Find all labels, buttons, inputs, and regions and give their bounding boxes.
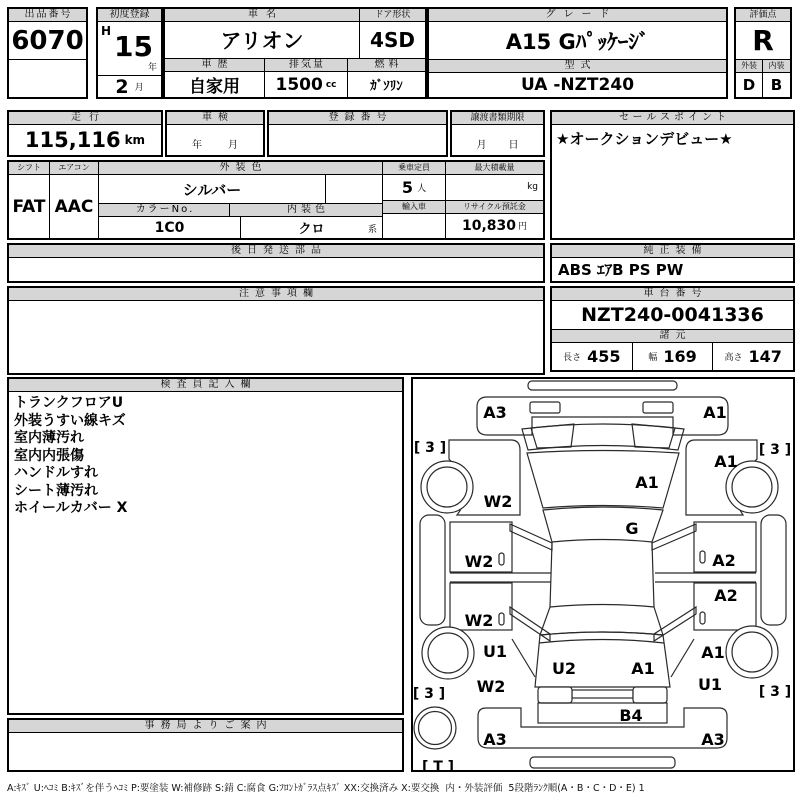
rating-overall-value: R bbox=[752, 24, 774, 57]
chassis-header: 車台番号 bbox=[552, 288, 793, 301]
load-recycle-block bbox=[446, 162, 543, 238]
mileage-unit: km bbox=[124, 133, 146, 147]
door-value: 4SD bbox=[370, 28, 415, 52]
history-cell bbox=[165, 59, 265, 97]
damage-label-hood: A1 bbox=[635, 473, 659, 492]
shift-header: シフト bbox=[9, 162, 49, 175]
exterior-rating-value: D bbox=[742, 76, 756, 94]
shift-cell bbox=[9, 162, 50, 238]
shaken-box bbox=[165, 110, 265, 157]
width-label: 幅 bbox=[648, 352, 658, 363]
equipment-box bbox=[7, 160, 545, 240]
damage-label-trunk-left: U2 bbox=[551, 659, 577, 678]
chassis-value: NZT240-0041336 bbox=[552, 301, 793, 330]
exterior-color-header: 外装色 bbox=[99, 162, 382, 175]
grade-box bbox=[427, 7, 728, 99]
displacement-header: 排気量 bbox=[265, 59, 347, 72]
damage-label-rear-bumper-left: A3 bbox=[483, 730, 507, 749]
damage-label-right-fender: A1 bbox=[714, 452, 738, 471]
registration-number-box bbox=[267, 110, 448, 157]
import-header: 輸入車 bbox=[383, 201, 445, 214]
car-name-cell bbox=[165, 9, 360, 58]
tread-label-front-right: [ 3 ] bbox=[758, 442, 792, 458]
windshield-shape bbox=[543, 507, 663, 542]
length-value: 455 bbox=[587, 346, 621, 366]
color-no-value: 1C0 bbox=[99, 217, 241, 238]
exterior-color-value: シルバー bbox=[99, 175, 326, 203]
sales-point-box bbox=[550, 110, 795, 240]
left-sill-shape bbox=[420, 515, 445, 625]
rear-left-wheel bbox=[422, 627, 474, 679]
exterior-rating-cell bbox=[736, 60, 763, 97]
deadline-month-unit: 月 bbox=[476, 140, 487, 151]
first-registration-box bbox=[96, 7, 163, 99]
specs-header: 諸元 bbox=[552, 330, 793, 343]
right-a-pillar-shape bbox=[652, 524, 696, 550]
tread-label-rear-left: [ 3 ] bbox=[413, 686, 446, 702]
spare-tire-label: [ T ] bbox=[421, 759, 455, 770]
front-bumper-shape bbox=[477, 397, 728, 435]
displacement-value: 1500 bbox=[275, 74, 323, 95]
aircon-value: AAC bbox=[54, 196, 94, 217]
left-headlight-shape bbox=[531, 424, 574, 448]
right-sill-shape bbox=[761, 515, 786, 625]
damage-label-left-front-door: W2 bbox=[464, 552, 494, 571]
notes-header: 注意事項欄 bbox=[9, 288, 543, 301]
spare-tire-shape bbox=[414, 707, 456, 749]
vehicle-box bbox=[163, 7, 427, 99]
door-cell bbox=[360, 9, 425, 58]
fuel-cell bbox=[348, 59, 425, 97]
width-cell bbox=[633, 343, 714, 371]
shaken-year-unit: 年 bbox=[192, 140, 202, 151]
grade-value: A15 Gﾊﾟｯｹｰｼﾞ bbox=[505, 29, 650, 54]
import-value bbox=[383, 214, 445, 239]
later-parts-box bbox=[7, 243, 545, 283]
office-info-value bbox=[9, 733, 402, 770]
left-taillight-shape bbox=[538, 687, 572, 703]
inspector-notes-box bbox=[7, 377, 404, 715]
displacement-cell bbox=[265, 59, 348, 97]
recycle-value: 10,830 bbox=[461, 217, 516, 234]
length-label: 長さ bbox=[563, 352, 582, 363]
sales-point-value: ★オークションデビュー★ bbox=[556, 130, 733, 148]
right-headlight-shape bbox=[632, 424, 675, 448]
left-front-door-handle bbox=[499, 553, 504, 565]
left-a-pillar-shape bbox=[510, 524, 552, 550]
inspector-note-line: トランクフロアU bbox=[14, 395, 124, 411]
year-suffix: 年 bbox=[147, 63, 157, 73]
lot-number-header: 出品番号 bbox=[9, 9, 86, 22]
rear-panel-bar bbox=[572, 690, 633, 698]
lot-number-box bbox=[7, 7, 88, 99]
damage-label-right-rear-door: A2 bbox=[714, 586, 738, 605]
height-value: 147 bbox=[748, 346, 782, 366]
inspector-note-line: 外装うすい線キズ bbox=[14, 412, 126, 429]
damage-label-left-quarter: U1 bbox=[482, 642, 508, 661]
inspector-note-line: ハンドルすれ bbox=[14, 465, 98, 481]
sales-point-header: セールスポイント bbox=[552, 112, 793, 125]
shift-value: FAT bbox=[12, 196, 46, 217]
office-info-box bbox=[7, 718, 404, 772]
rear-plate-shape bbox=[530, 757, 675, 768]
capacity-value: 5 bbox=[401, 177, 414, 197]
length-cell bbox=[552, 343, 633, 371]
oem-equipment-header: 純正装備 bbox=[552, 245, 793, 258]
exterior-color-empty-cell bbox=[326, 175, 382, 203]
capacity-unit: 人 bbox=[417, 183, 427, 194]
trunk-crease-line bbox=[539, 640, 664, 644]
damage-label-right-front-door: A2 bbox=[712, 551, 736, 570]
later-parts-header: 後日発送部品 bbox=[9, 245, 543, 258]
damage-label-trunk-right: A1 bbox=[631, 659, 655, 678]
max-load-value bbox=[446, 175, 543, 201]
right-taillight-shape bbox=[633, 687, 667, 703]
damage-label-right-quarter: A1 bbox=[701, 643, 725, 662]
rear-bumper-shape bbox=[478, 708, 727, 748]
damage-diagram-box bbox=[411, 377, 795, 772]
rear-right-wheel bbox=[726, 626, 778, 678]
damage-label-rear-bumper-right: A3 bbox=[701, 730, 725, 749]
history-header: 車歴 bbox=[165, 59, 264, 72]
shaken-month-unit: 月 bbox=[228, 140, 238, 151]
transfer-deadline-box bbox=[450, 110, 545, 157]
car-foldout-diagram bbox=[413, 379, 793, 770]
front-mask-shape bbox=[522, 424, 684, 450]
interior-color-value: クロ 系 bbox=[298, 222, 377, 237]
inspector-note-line: シート薄汚れ bbox=[14, 482, 98, 499]
rear-panel-shape bbox=[538, 703, 667, 723]
model-header: 型式 bbox=[429, 60, 726, 73]
tread-label-front-left: [ 3 ] bbox=[413, 440, 447, 456]
max-load-header: 最大積載量 bbox=[446, 162, 543, 175]
displacement-unit: cc bbox=[325, 79, 337, 90]
capacity-header: 乗車定員 bbox=[383, 162, 445, 175]
fuel-header: 燃料 bbox=[348, 59, 425, 72]
front-plate-shape bbox=[528, 381, 677, 390]
deadline-day-unit: 日 bbox=[508, 140, 519, 151]
inspector-notes-body bbox=[9, 392, 402, 713]
recycle-header: リサイクル預託金 bbox=[446, 201, 543, 214]
rating-box bbox=[734, 7, 792, 99]
fuel-value: ｶﾞｿﾘﾝ bbox=[370, 79, 403, 94]
exterior-rating-header: 外装 bbox=[736, 60, 762, 73]
interior-rating-header: 内装 bbox=[763, 60, 790, 73]
interior-rating-cell bbox=[763, 60, 790, 97]
damage-code-legend: A:ｷｽﾞ U:ﾍｺﾐ B:ｷｽﾞを伴うﾍｺﾐ P:要塗装 W:補修跡 S:錆 C:腐食 G:ﾌﾛﾝﾄｶﾞﾗｽ点ｷｽﾞ XX:交換済み X:要交換 内・外装評価 5段階ﾗﾝｸ順(A・B・C・D・E) 1 bbox=[7, 783, 645, 794]
right-c-pillar-shape bbox=[654, 607, 696, 641]
height-label: 高さ bbox=[724, 352, 743, 363]
rear-window-shape bbox=[540, 605, 663, 636]
capacity-import-block bbox=[383, 162, 446, 238]
lot-number-value: 6070 bbox=[9, 22, 86, 60]
mileage-header: 走行 bbox=[9, 112, 161, 125]
front-left-wheel bbox=[421, 461, 473, 513]
right-rear-door-handle bbox=[700, 612, 705, 624]
color-block bbox=[99, 162, 383, 238]
oem-equipment-box bbox=[550, 243, 795, 283]
office-info-header: 事務局よりご案内 bbox=[9, 720, 402, 733]
month-suffix: 月 bbox=[134, 83, 144, 93]
tread-label-rear-right: [ 3 ] bbox=[758, 684, 792, 700]
first-registration-month: 2 bbox=[115, 76, 129, 97]
interior-color-header: 内装色 bbox=[230, 204, 382, 217]
roof-shape bbox=[550, 543, 654, 607]
mileage-value: 115,116 bbox=[24, 128, 121, 152]
door-divider-lines bbox=[450, 573, 756, 582]
inspector-note-line: ホイールカバー X bbox=[14, 500, 128, 516]
era-letter: H bbox=[101, 24, 112, 38]
door-header: ドア形状 bbox=[360, 9, 425, 22]
mileage-box bbox=[7, 110, 163, 157]
interior-rating-value: B bbox=[770, 76, 783, 94]
notes-value bbox=[9, 301, 543, 373]
car-name-header: 車名 bbox=[165, 9, 359, 22]
interior-color-suffix: 系 bbox=[367, 225, 377, 235]
damage-label-left-rocker: W2 bbox=[476, 677, 506, 696]
first-registration-month-cell bbox=[98, 76, 161, 97]
rating-header: 評価点 bbox=[736, 9, 790, 22]
lot-number-empty-cell bbox=[9, 60, 86, 97]
damage-label-front-bumper-right: A1 bbox=[703, 403, 727, 422]
inspector-note-line: 室内薄汚れ bbox=[14, 430, 84, 446]
damage-label-windshield: G bbox=[625, 519, 639, 538]
height-cell bbox=[713, 343, 793, 371]
history-value: 自家用 bbox=[189, 77, 240, 97]
registration-number-header: 登録番号 bbox=[269, 112, 446, 125]
oem-equipment-value: ABS ｴｱB PS PW bbox=[558, 261, 684, 279]
registration-number-value bbox=[269, 125, 446, 155]
aircon-header: エアコン bbox=[50, 162, 98, 175]
chassis-box bbox=[550, 286, 795, 372]
max-load-unit: kg bbox=[527, 182, 538, 193]
inspector-notes-header: 検査員記入欄 bbox=[9, 379, 402, 392]
later-parts-value bbox=[9, 258, 543, 281]
damage-label-front-bumper-left: A3 bbox=[483, 403, 507, 422]
width-value: 169 bbox=[663, 346, 697, 366]
aircon-cell bbox=[50, 162, 99, 238]
grade-header: グレード bbox=[429, 9, 726, 22]
damage-label-left-rear-door: W2 bbox=[464, 611, 494, 630]
color-no-header: カラーNo. bbox=[99, 204, 230, 217]
first-registration-header: 初度登録 bbox=[98, 9, 161, 22]
model-value: UA -NZT240 bbox=[520, 75, 635, 95]
first-registration-year: 15 bbox=[114, 30, 153, 63]
notes-box bbox=[7, 286, 545, 375]
transfer-deadline-header: 譲渡書類期限 bbox=[452, 112, 543, 125]
recycle-unit: 円 bbox=[518, 222, 528, 233]
damage-label-left-fender: W2 bbox=[483, 492, 513, 511]
inspector-note-line: 室内内張傷 bbox=[14, 447, 84, 464]
damage-label-rear-panel: B4 bbox=[619, 706, 643, 725]
shaken-header: 車検 bbox=[167, 112, 263, 125]
left-rear-door-handle bbox=[499, 613, 504, 625]
damage-label-right-rocker: U1 bbox=[697, 675, 723, 694]
right-front-door-handle bbox=[700, 551, 705, 563]
car-name-value: アリオン bbox=[220, 29, 304, 53]
first-registration-year-cell bbox=[98, 22, 161, 76]
